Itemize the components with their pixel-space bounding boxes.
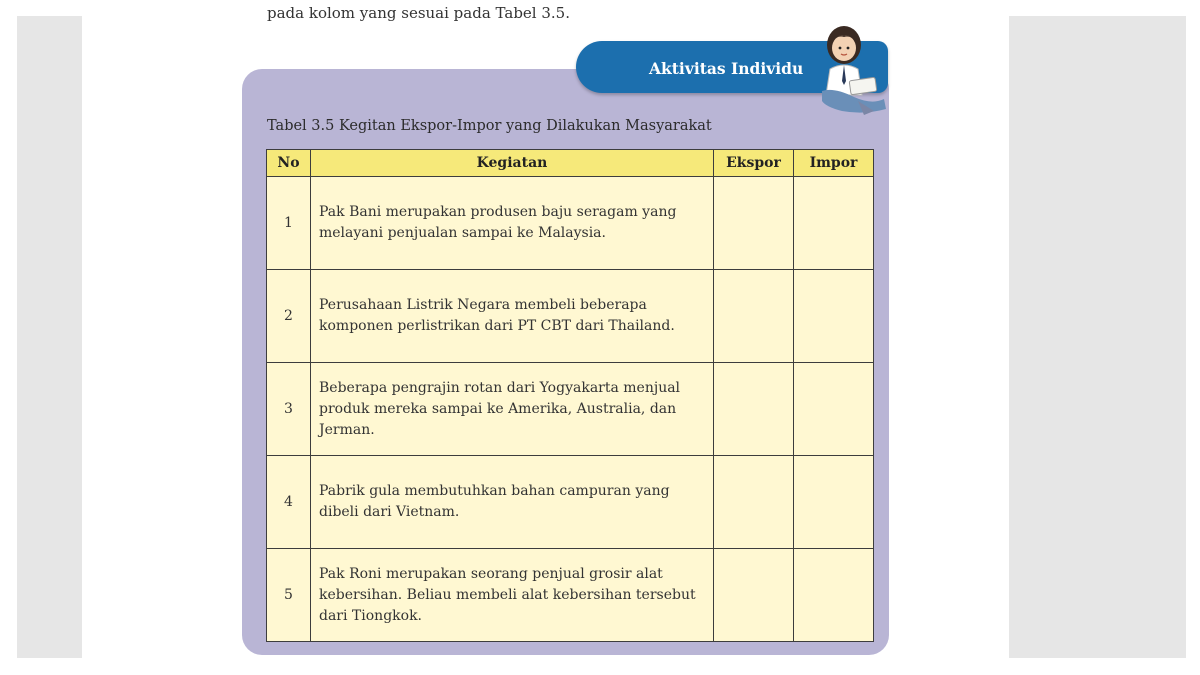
impor-cell[interactable] <box>794 177 874 270</box>
intro-text: pada kolom yang sesuai pada Tabel 3.5. <box>267 4 570 22</box>
row-description: Beberapa pengrajin rotan dari Yogyakarta menjual produk mereka sampai ke Amerika, Australia, dan Jerman. <box>311 363 714 456</box>
row-number: 1 <box>267 177 311 270</box>
book-page <box>82 4 1009 658</box>
row-description: Perusahaan Listrik Negara membeli beberapa komponen perlistrikan dari PT CBT dari Thailand. <box>311 270 714 363</box>
table-caption: Tabel 3.5 Kegitan Ekspor-Impor yang Dilakukan Masyarakat <box>267 118 712 134</box>
impor-cell[interactable] <box>794 456 874 549</box>
header-kegiatan: Kegiatan <box>311 150 714 177</box>
row-number: 4 <box>267 456 311 549</box>
student-girl-icon <box>814 21 894 117</box>
table-header-row <box>267 150 874 177</box>
badge-label: Aktivitas Individu <box>649 59 804 78</box>
table-row <box>267 270 874 363</box>
impor-cell[interactable] <box>794 270 874 363</box>
impor-cell[interactable] <box>794 363 874 456</box>
row-description: Pak Roni merupakan seorang penjual grosir alat kebersihan. Beliau membeli alat kebersihan tersebut dari Tiongkok. <box>311 549 714 642</box>
ekspor-cell[interactable] <box>714 177 794 270</box>
ekspor-cell[interactable] <box>714 549 794 642</box>
row-number: 2 <box>267 270 311 363</box>
ekspor-cell[interactable] <box>714 270 794 363</box>
table-row <box>267 456 874 549</box>
header-ekspor: Ekspor <box>714 150 794 177</box>
row-number: 3 <box>267 363 311 456</box>
activity-table <box>266 149 874 642</box>
header-no: No <box>267 150 311 177</box>
ekspor-cell[interactable] <box>714 456 794 549</box>
row-description: Pak Bani merupakan produsen baju seragam yang melayani penjualan sampai ke Malaysia. <box>311 177 714 270</box>
ekspor-cell[interactable] <box>714 363 794 456</box>
row-number: 5 <box>267 549 311 642</box>
table-row <box>267 363 874 456</box>
header-impor: Impor <box>794 150 874 177</box>
row-description: Pabrik gula membutuhkan bahan campuran yang dibeli dari Vietnam. <box>311 456 714 549</box>
table-row <box>267 549 874 642</box>
impor-cell[interactable] <box>794 549 874 642</box>
table-row <box>267 177 874 270</box>
